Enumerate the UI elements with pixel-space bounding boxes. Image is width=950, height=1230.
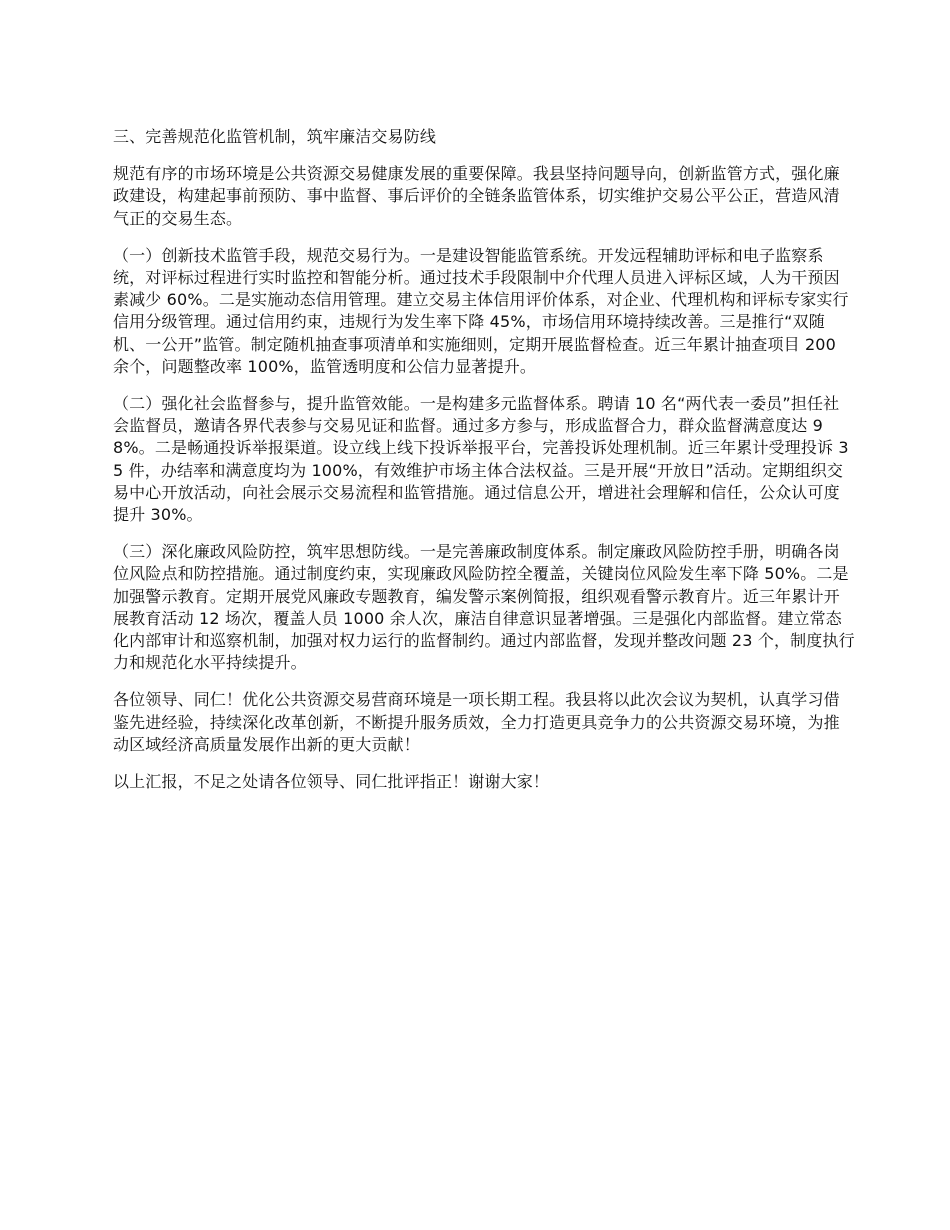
paragraph-social-supervision: （二）强化社会监督参与，提升监管效能。一是构建多元监督体系。聘请 10 名“两代表一委员”担任社会监督员，邀请各界代表参与交易见证和监督。通过多方参与，形成监督合力，群众监督满意度达 98%。二是畅通投诉举报渠道。设立线上线下投诉举报平台，完善投诉处理机制。近三年累计受理投诉 35 件，办结率和满意度均为 100%，有效维护市场主体合法权益。三是开展“开放日”活动。定期组织交易中心开放活动，向社会展示交易流程和监管措施。通过信息公开，增进社会理解和信任，公众认可度提升 30%。	[113, 394, 849, 525]
paragraph-thanks: 以上汇报，不足之处请各位领导、同仁批评指正！谢谢大家！	[113, 772, 550, 792]
paragraph-closing: 各位领导、同仁！优化公共资源交易营商环境是一项长期工程。我县将以此次会议为契机，认真学习借鉴先进经验，持续深化改革创新，不断提升服务质效，全力打造更具竞争力的公共资源交易环境，为推动区域经济高质量发展作出新的更大贡献！	[113, 690, 840, 754]
paragraph-integrity-risk-control: （三）深化廉政风险防控，筑牢思想防线。一是完善廉政制度体系。制定廉政风险防控手册，明确各岗位风险点和防控措施。通过制度约束，实现廉政风险防控全覆盖，关键岗位风险发生率下降 50%。二是加强警示教育。定期开展党风廉政专题教育，编发警示案例简报，组织观看警示教育片。近三年累计开展教育活动 12 场次，覆盖人员 1000 余人次，廉洁自律意识显著增强。三是强化内部监督。建立常态化内部审计和巡察机制，加强对权力运行的监督制约。通过内部监督，发现并整改问题 23 个，制度执行力和规范化水平持续提升。	[113, 542, 855, 673]
section-heading: 三、完善规范化监管机制，筑牢廉洁交易防线	[113, 127, 437, 146]
paragraph-technical-supervision: （一）创新技术监管手段，规范交易行为。一是建设智能监管系统。开发远程辅助评标和电子监察系统，对评标过程进行实时监控和智能分析。通过技术手段限制中介代理人员进入评标区域，人为干预因素减少 60%。二是实施动态信用管理。建立交易主体信用评价体系，对企业、代理机构和评标专家实行信用分级管理。通过信用约束，违规行为发生率下降 45%，市场信用环境持续改善。三是推行“双随机、一公开”监管。制定随机抽查事项清单和实施细则，定期开展监督检查。近三年累计抽查项目 200 余个，问题整改率 100%，监管透明度和公信力显著提升。	[113, 245, 849, 376]
paragraph-intro: 规范有序的市场环境是公共资源交易健康发展的重要保障。我县坚持问题导向，创新监管方式，强化廉政建设，构建起事前预防、事中监督、事后评价的全链条监管体系，切实维护交易公平公正，营造风清气正的交易生态。	[113, 164, 840, 228]
document-page	[113, 126, 855, 808]
